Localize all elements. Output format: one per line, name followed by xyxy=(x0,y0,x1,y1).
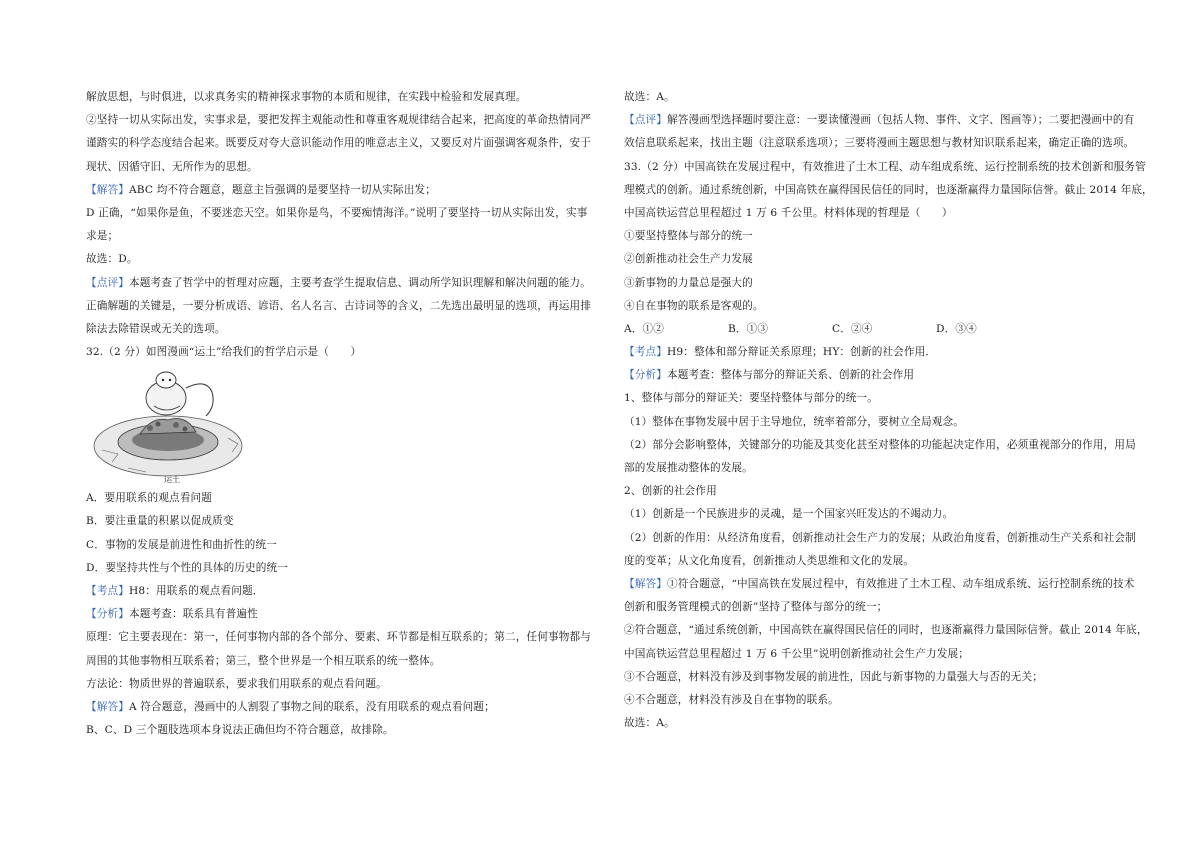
line-text: H8：用联系的观点看问题． xyxy=(128,585,264,597)
line-text: 正确解题的关键是，一要分析成语、谚语、名人名言、古诗词等的含义，二先选出最明显的选项，再运用排 xyxy=(86,299,591,312)
text-line xyxy=(86,700,596,723)
line-text: ④自在事物的联系是客观的。 xyxy=(624,299,764,312)
line-text: ③新事物的力量总是强大的 xyxy=(624,276,753,289)
text-line xyxy=(624,461,1140,484)
line-text: 周围的其他事物相互联系着；第三，整个世界是一个相互联系的统一整体。 xyxy=(86,654,441,667)
line-text: 33.（2 分）中国高铁在发展过程中，有效推进了土木工程、动车组成系统、运行控制系统的技术创新和服务管 xyxy=(624,160,1146,173)
section-tag: 【解答】 xyxy=(624,577,667,590)
text-line xyxy=(86,299,596,322)
line-text: A．要用联系的观点看问题 xyxy=(86,492,212,505)
left-top-block xyxy=(86,90,596,368)
section-tag: 【考点】 xyxy=(86,585,129,597)
line-text: 度的变革；从文化角度看，创新推动人类思维和文化的发展。 xyxy=(624,554,915,567)
line-text: H9：整体和部分辩证关系原理；HY：创新的社会作用． xyxy=(666,346,937,359)
section-tag: 【解答】 xyxy=(86,183,129,196)
text-line xyxy=(86,345,596,368)
text-line xyxy=(86,276,596,299)
text-line xyxy=(624,531,1140,554)
line-text: D．要坚持共性与个性的具体的历史的统一 xyxy=(86,561,289,574)
line-text: 现状、因循守旧、无所作为的思想。 xyxy=(86,160,258,173)
line-text: 中国高铁运营总里程超过 1 万 6 千公里”说明创新推动社会生产力发展； xyxy=(624,647,969,660)
line-text: B．要注重量的积累以促成质变 xyxy=(86,515,234,528)
line-text: ②创新推动社会生产力发展 xyxy=(624,253,753,266)
line-text: 本题考查：整体与部分的辩证关系、创新的社会作用 xyxy=(666,369,915,382)
text-line xyxy=(624,206,1140,229)
line-text: 故选：A。 xyxy=(624,91,675,103)
text-line xyxy=(624,229,1140,252)
text-line xyxy=(624,415,1140,438)
line-text: 效信息联系起来，找出主题（注意联系选项）；三要将漫画主题思想与教材知识联系起来，确定正确的选项。 xyxy=(624,137,1135,150)
text-line xyxy=(624,183,1153,206)
section-tag: 【解答】 xyxy=(86,700,129,713)
text-line xyxy=(624,368,1140,391)
text-line xyxy=(624,507,1140,530)
text-line xyxy=(86,538,596,561)
line-text: （2）创新的作用：从经济角度看，创新推动社会生产力的发展；从政治角度看，创新推动生产关系和社会制 xyxy=(624,531,1136,544)
right-top-block xyxy=(624,90,1153,322)
text-line xyxy=(86,252,596,275)
text-line xyxy=(86,322,596,345)
text-line xyxy=(86,561,596,584)
option-c: C．②④ xyxy=(832,322,873,335)
option-b: B．①③ xyxy=(728,322,769,335)
line-text: ③不合题意，材料没有涉及到事物发展的前进性，因此与新事物的力量强大与否的无关； xyxy=(624,670,1044,683)
line-text: 中国高铁运营总里程超过 1 万 6 千公里。材料体现的哲理是（ ） xyxy=(624,206,953,219)
line-text: D 正确，“如果你是鱼，不要迷恋天空。如果你是鸟，不要痴情海洋。”说明了要坚持一切从实际出发，实事 xyxy=(86,206,588,219)
section-tag: 【点评】 xyxy=(86,276,129,289)
text-line xyxy=(86,113,596,136)
text-line xyxy=(624,577,1140,600)
line-text: 本题考查了哲学中的哲理对应题，主要考查学生提取信息、调动所学知识理解和解决问题的能力。 xyxy=(128,276,591,289)
line-text: 除法去除错误或无关的选项。 xyxy=(86,322,226,335)
text-line xyxy=(624,391,1140,414)
line-text: ②符合题意，“通过系统创新，中国高铁在赢得国民信任的同时，也逐渐赢得力量国际信誉。截止 2014 年底， xyxy=(624,624,1148,637)
line-text: （2）部分会影响整体，关键部分的功能及其变化甚至对整体的功能起决定作用，必须重视部分的作用，用局 xyxy=(624,438,1136,451)
line-text: 1、整体与部分的辩证关：要坚持整体与部分的统一。 xyxy=(624,392,878,405)
line-text: 解放思想，与时俱进，以求真务实的精神探求事物的本质和规律，在实践中检验和发展真理。 xyxy=(86,91,527,103)
text-line xyxy=(86,229,596,252)
text-line xyxy=(624,647,1140,670)
text-line xyxy=(86,183,596,206)
text-line xyxy=(624,438,1140,461)
section-tag: 【分析】 xyxy=(624,369,667,382)
line-text: ABC 均不符合题意，题意主旨强调的是要坚持一切从实际出发； xyxy=(128,183,437,196)
text-line xyxy=(624,299,1140,322)
text-line xyxy=(624,252,1140,275)
text-line xyxy=(86,607,596,630)
text-line xyxy=(86,491,596,514)
line-text: 原理：它主要表现在：第一，任何事物内部的各个部分、要素、环节都是相互联系的；第二，任何事物都与 xyxy=(86,631,591,644)
line-text: 创新和服务管理模式的创新”坚持了整体与部分的统一； xyxy=(624,601,888,614)
text-line xyxy=(624,345,1140,368)
text-line xyxy=(86,514,596,537)
section-tag: 【点评】 xyxy=(624,114,667,127)
line-text: ①符合题意，“中国高铁在发展过程中，有效推进了土木工程、动车组成系统、运行控制系统的技术 xyxy=(666,577,1135,590)
left-bottom-block xyxy=(86,491,596,746)
section-tag: 【分析】 xyxy=(86,608,129,621)
text-line xyxy=(624,670,1140,693)
line-text: 2、创新的社会作用 xyxy=(624,485,717,498)
line-text: 32.（2 分）如图漫画“运土”给我们的哲学启示是（ ） xyxy=(86,346,362,359)
text-line xyxy=(624,160,1146,183)
line-text: 故选：D。 xyxy=(86,253,138,266)
text-line xyxy=(624,90,1140,113)
text-line xyxy=(624,276,1140,299)
text-line xyxy=(86,630,596,653)
text-line xyxy=(86,723,596,746)
line-text: C．事物的发展是前进性和曲折性的统一 xyxy=(86,538,277,551)
text-line xyxy=(624,693,1140,716)
line-text: 本题考查：联系具有普遍性 xyxy=(128,608,258,621)
line-text: 解答漫画型选择题时要注意：一要读懂漫画（包括人物、事件、文字、图画等）；二要把漫画中的有 xyxy=(666,114,1135,127)
left-column xyxy=(86,90,596,746)
question-33-options xyxy=(624,322,1140,345)
line-text: 求是； xyxy=(86,230,119,243)
text-line xyxy=(86,584,596,607)
text-line xyxy=(86,136,596,159)
section-tag: 【考点】 xyxy=(624,346,667,359)
line-text: 方法论：物质世界的普遍联系，要求我们用联系的观点看问题。 xyxy=(86,677,387,690)
text-line xyxy=(624,554,1140,577)
right-column xyxy=(624,90,1153,739)
text-line xyxy=(86,677,596,700)
line-text: 部的发展推动整体的发展。 xyxy=(624,462,753,474)
text-line xyxy=(86,160,596,183)
line-text: 谨踏实的科学态度结合起来。既要反对夸大意识能动作用的唯意志主义，又要反对片面强调客观条件，安于 xyxy=(86,137,591,150)
line-text: ②坚持一切从实际出发，实事求是，要把发挥主观能动性和尊重客观规律结合起来，把高度的革命热情同严 xyxy=(86,114,591,127)
line-text: （1）创新是一个民族进步的灵魂，是一个国家兴旺发达的不竭动力。 xyxy=(624,508,954,521)
option-a: A．①② xyxy=(624,322,665,335)
line-text: 故选：A。 xyxy=(624,717,675,730)
text-line xyxy=(624,484,1140,507)
text-line xyxy=(624,113,1140,136)
cartoon-figure xyxy=(88,368,596,491)
line-text: B、C、D 三个题肢选项本身说法正确但均不符合题意，故排除。 xyxy=(86,724,394,737)
line-text: （1）整体在事物发展中居于主导地位，统率着部分，要树立全局观念。 xyxy=(624,415,964,428)
line-text: 理模式的创新。通过系统创新，中国高铁在赢得国民信任的同时，也逐渐赢得力量国际信誉。截止 2014 年底， xyxy=(624,183,1153,196)
cartoon-image xyxy=(88,368,248,490)
text-line xyxy=(86,206,596,229)
option-d: D．③④ xyxy=(936,322,977,335)
line-text: A 符合题意，漫画中的人割裂了事物之间的联系，没有用联系的观点看问题； xyxy=(128,700,495,713)
text-line xyxy=(624,623,1148,646)
line-text: ①要坚持整体与部分的统一 xyxy=(624,230,753,243)
text-line xyxy=(86,90,596,113)
text-line xyxy=(86,654,596,677)
cartoon-caption: 运土 xyxy=(164,475,180,485)
text-line xyxy=(624,136,1140,159)
line-text: ④不合题意，材料没有涉及自在事物的联系。 xyxy=(624,693,839,706)
text-line xyxy=(624,716,1140,739)
text-line xyxy=(624,600,1140,623)
right-bottom-block xyxy=(624,345,1148,739)
